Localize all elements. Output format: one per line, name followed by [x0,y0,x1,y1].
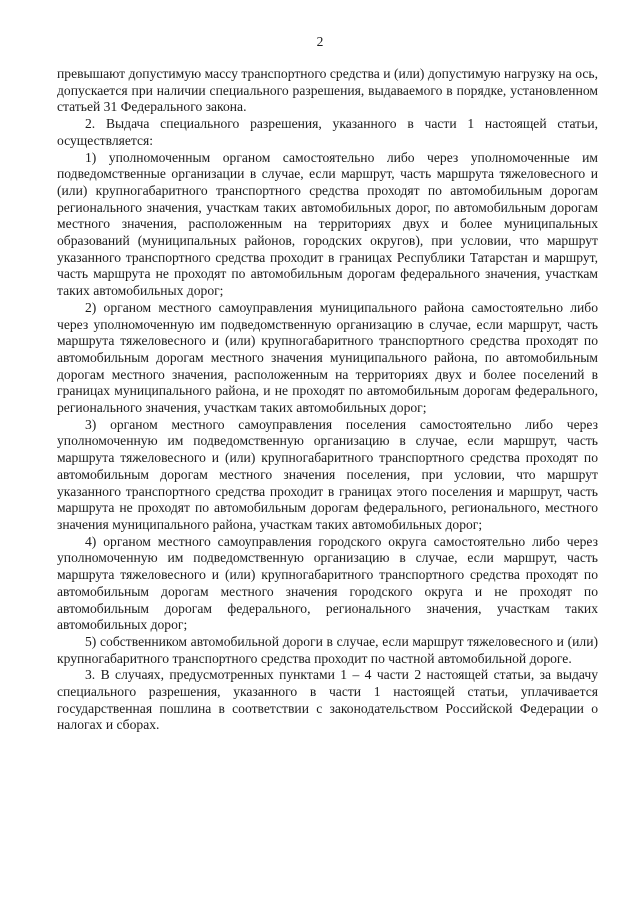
paragraph-item-3: 3) органом местного самоуправления поселения самостоятельно либо через уполномоченную им подведомственную организацию в случае, если маршрут, часть маршрута тяжеловесного и (или) крупногабаритного транспортного средства проходят по автомобильным дорогам местного значения поселения, при условии, что маршрут указанного транспортного средства проходит в границах этого поселения и маршрут, часть маршрута не проходят по автомобильным дорогам федерального, регионального, местного значения муниципального района, участкам таких автомобильных дорог; [57,416,598,532]
page-number: 2 [316,34,324,49]
paragraph-intro: превышают допустимую массу транспортного средства и (или) допустимую нагрузку на ось, допускается при наличии специального разрешения, выдаваемого в порядке, установленном статьей 31 Федерального закона. [57,66,598,115]
paragraph-clause-3: 3. В случаях, предусмотренных пунктами 1 – 4 части 2 настоящей статьи, за выдачу специального разрешения, указанного в части 1 настоящей статьи, уплачивается государственная пошлина в соответствии с законодательством Российской Федерации о налогах и сборах. [57,667,598,733]
paragraph-item-1: 1) уполномоченным органом самостоятельно либо через уполномоченные им подведомственные организации в случае, если маршрут, часть маршрута тяжеловесного и (или) крупногабаритного транспортного средства проходят по автомобильным дорогам регионального значения, участкам таких автомобильных дорог, по автомобильным дорогам местного значения, расположенным на территориях двух и более муниципальных образований (муниципальных районов, городских округов), при условии, что маршрут указанного транспортного средства проходит в границах Республики Татарстан и маршрут, часть маршрута не проходят по автомобильным дорогам федерального значения, участкам таких автомобильных дорог; [57,149,598,299]
paragraph-item-4: 4) органом местного самоуправления городского округа самостоятельно либо через уполномоченную им подведомственную организацию в случае, если маршрут, часть маршрута тяжеловесного и (или) крупногабаритного транспортного средства проходят по автомобильным дорогам местного значения городского округа и не проходят по автомобильным дорогам федерального, регионального значения, участкам таких автомобильных дорог; [57,533,598,633]
document-body [57,66,598,734]
paragraph-item-2: 2) органом местного самоуправления муниципального района самостоятельно либо через уполномоченную им подведомственную организацию в случае, если маршрут, часть маршрута тяжеловесного и (или) крупногабаритного транспортного средства проходят по автомобильным дорогам местного значения муниципального района, по автомобильным дорогам местного значения, расположенным на территориях двух и более поселений в границах муниципального района, и не проходят по автомобильным дорогам федерального, регионального значения, участкам таких автомобильных дорог; [57,299,598,416]
paragraph-item-5: 5) собственником автомобильной дороги в случае, если маршрут тяжеловесного и (или) крупногабаритного транспортного средства проходит по частной автомобильной дороге. [57,633,598,666]
paragraph-clause-2: 2. Выдача специального разрешения, указанного в части 1 настоящей статьи, осуществляется: [57,116,598,148]
